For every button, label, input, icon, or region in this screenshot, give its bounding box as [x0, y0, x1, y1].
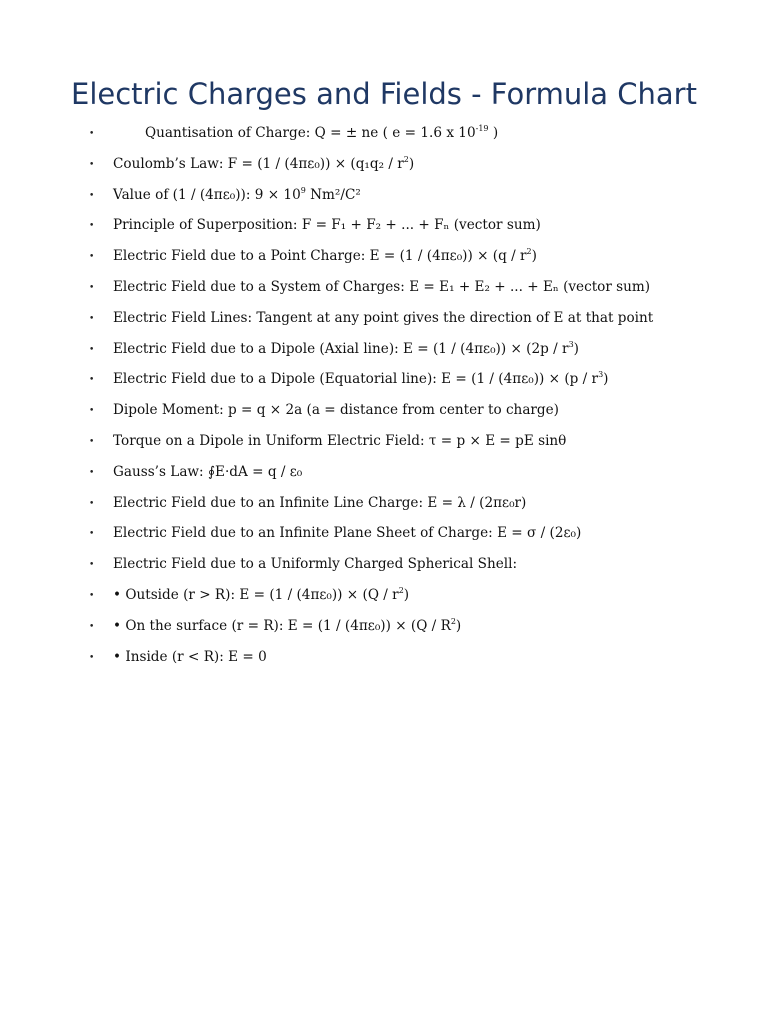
bullet-icon: • [89, 344, 95, 355]
bullet-icon: • [89, 375, 95, 386]
bullet-icon: • [89, 529, 95, 540]
formula-main-text: Electric Field due to a Uniformly Charged Spherical Shell: [113, 556, 518, 573]
formula-main-text: Electric Field due to a Point Charge: E = (1 / (4πε₀)) × (q / r [113, 248, 527, 265]
bullet-icon: • [89, 129, 95, 139]
formula-superscript: 2 [398, 585, 404, 595]
formula-list-item [0, 149, 768, 180]
formula-trailing-text: ) [531, 248, 537, 265]
formula-list-item [0, 426, 768, 457]
formula-text [113, 370, 608, 388]
formula-list [0, 118, 768, 672]
formula-superscript: 2 [526, 247, 532, 257]
formula-list-item [0, 241, 768, 272]
formula-main-text: Value of (1 / (4πε₀)): 9 × 10 [113, 186, 301, 203]
formula-superscript: 9 [300, 185, 306, 195]
formula-list-item [0, 518, 768, 549]
formula-text [113, 186, 361, 204]
formula-main-text: Electric Field due to a Dipole (Axial line): E = (1 / (4πε₀)) × (2p / r [113, 340, 569, 357]
formula-main-text: • On the surface (r = R): E = (1 / (4πε₀)) × (Q / R [113, 617, 451, 634]
formula-trailing-text: ) [488, 125, 499, 141]
bullet-icon: • [89, 252, 95, 263]
formula-text [113, 617, 461, 635]
formula-text [113, 155, 414, 173]
formula-main-text: Electric Field due to an Infinite Plane Sheet of Charge: E = σ / (2ε₀) [113, 525, 582, 542]
bullet-icon: • [89, 190, 95, 201]
formula-trailing-text: ) [455, 617, 462, 634]
formula-superscript: 3 [598, 370, 604, 380]
formula-main-text: Coulomb’s Law: F = (1 / (4πε₀)) × (q₁q₂ / r [113, 155, 404, 172]
formula-main-text: Gauss’s Law: ∮E·dA = q / ε₀ [113, 463, 303, 480]
formula-main-text: Electric Field due to a Dipole (Equatorial line): E = (1 / (4πε₀)) × (p / r [113, 371, 599, 388]
formula-text [113, 340, 579, 358]
bullet-icon: • [89, 282, 95, 293]
formula-list-item [0, 549, 768, 580]
formula-list-item [0, 334, 768, 365]
formula-main-text: Electric Field due to an Infinite Line Charge: E = λ / (2πε₀r) [113, 494, 527, 511]
formula-trailing-text: ) [408, 155, 415, 172]
formula-superscript: -19 [475, 124, 489, 133]
formula-trailing-text: Nm²/C² [305, 186, 361, 203]
bullet-icon: • [89, 436, 95, 447]
formula-main-text: Torque on a Dipole in Uniform Electric Field: τ = p × E = pE sinθ [113, 432, 567, 449]
formula-main-text: • Outside (r > R): E = (1 / (4πε₀)) × (Q / r [113, 586, 399, 603]
bullet-icon: • [89, 621, 95, 632]
formula-main-text: Electric Field Lines: Tangent at any point gives the direction of E at that point [113, 309, 654, 326]
formula-text [113, 432, 566, 450]
formula-list-item [0, 180, 768, 211]
formula-superscript: 2 [403, 154, 409, 164]
formula-list-item [0, 457, 768, 488]
formula-trailing-text: ) [603, 371, 609, 388]
formula-list-item [0, 272, 768, 303]
formula-main-text: Principle of Superposition: F = F₁ + F₂ + ... + Fₙ (vector sum) [113, 217, 541, 234]
formula-main-text: Dipole Moment: p = q × 2a (a = distance from center to charge) [113, 402, 559, 419]
formula-list-item [0, 395, 768, 426]
formula-text [113, 309, 653, 327]
formula-text [145, 124, 498, 142]
formula-list-item [0, 580, 768, 611]
bullet-icon: • [89, 406, 95, 417]
formula-list-item [0, 642, 768, 673]
formula-list-item [0, 364, 768, 395]
formula-main-text: Electric Field due to a System of Charges: E = E₁ + E₂ + ... + Eₙ (vector sum) [113, 278, 651, 295]
formula-list-item [0, 611, 768, 642]
formula-main-text: • Inside (r < R): E = 0 [113, 648, 267, 665]
formula-list-item [0, 488, 768, 519]
formula-list-item [0, 303, 768, 334]
bullet-icon: • [89, 159, 95, 170]
page-title: Electric Charges and Fields - Formula Chart [71, 77, 697, 111]
bullet-icon: • [89, 498, 95, 509]
bullet-icon: • [89, 467, 95, 478]
formula-list-item [0, 118, 768, 149]
formula-main-text: Quantisation of Charge: Q = ± ne ( e = 1.6 x 10 [145, 125, 476, 141]
formula-superscript: 2 [450, 616, 456, 626]
formula-text [113, 216, 541, 234]
bullet-icon: • [89, 652, 95, 663]
bullet-icon: • [89, 560, 95, 571]
formula-text [113, 278, 650, 296]
formula-superscript: 3 [568, 339, 574, 349]
formula-text [113, 463, 302, 481]
formula-text [113, 524, 581, 542]
bullet-icon: • [89, 313, 95, 324]
bullet-icon: • [89, 221, 95, 232]
formula-text [113, 586, 409, 604]
formula-text [113, 247, 537, 265]
formula-trailing-text: ) [403, 586, 410, 603]
formula-text [113, 648, 267, 666]
formula-text [113, 494, 526, 512]
formula-text [113, 555, 517, 573]
formula-trailing-text: ) [573, 340, 579, 357]
bullet-icon: • [89, 590, 95, 601]
formula-text [113, 401, 559, 419]
formula-list-item [0, 210, 768, 241]
